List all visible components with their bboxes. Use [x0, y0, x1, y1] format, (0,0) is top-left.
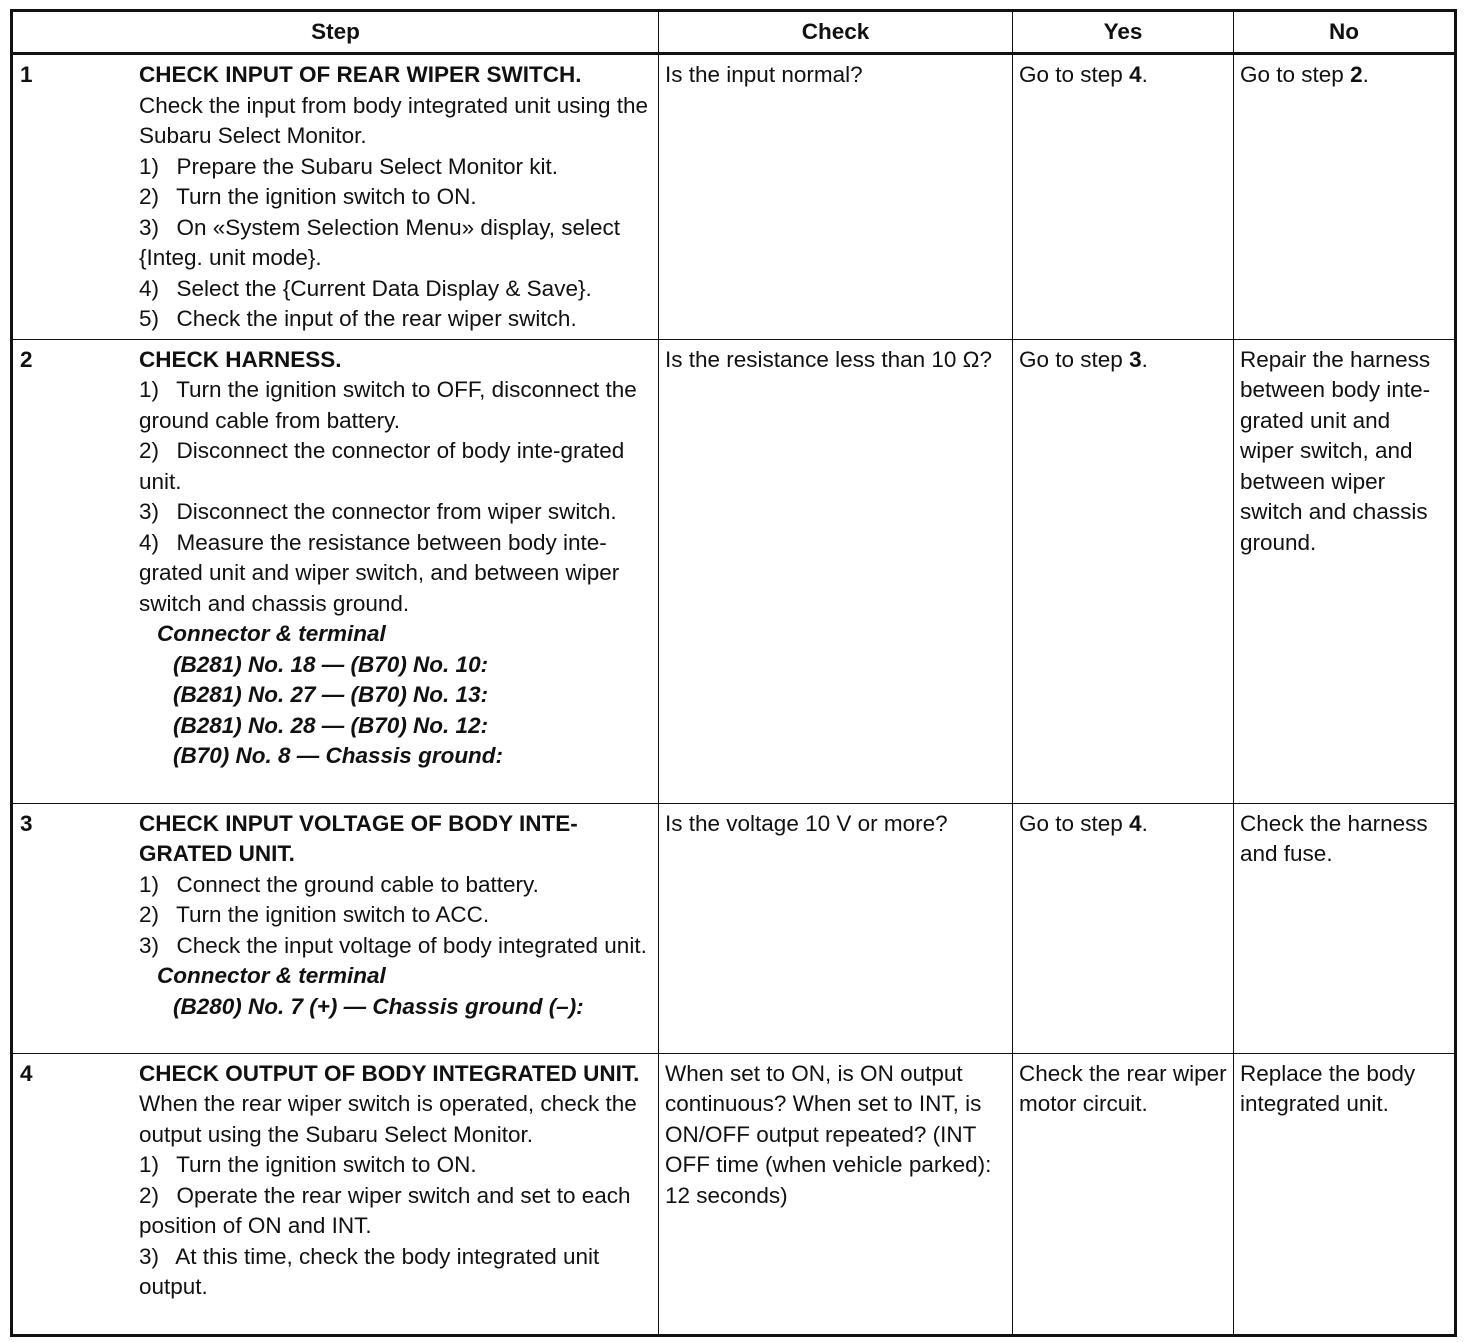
- header-no: No: [1234, 11, 1456, 54]
- yes-prefix: Go to step: [1019, 346, 1130, 372]
- step-cell: [12, 54, 659, 340]
- check-cell: [659, 54, 1013, 340]
- connector-terminal-line: (B281) No. 27 — (B70) No. 13:: [173, 682, 489, 707]
- step-item: 3) Disconnect the connector from wiper switch.: [139, 499, 617, 524]
- step-title: CHECK HARNESS.: [139, 346, 342, 372]
- check-cell: [659, 1053, 1013, 1335]
- check-text: When set to ON, is ON output continuous? When set to INT, is ON/OFF output repeated? (INT OFF time (when vehicle parked): 12 seconds): [665, 1060, 992, 1208]
- step-intro: Check the input from body integrated unit using the Subaru Select Monitor.: [139, 92, 649, 148]
- step-title: CHECK INPUT OF REAR WIPER SWITCH.: [139, 62, 582, 87]
- connector-terminal-line: (B70) No. 8 — Chassis ground:: [173, 743, 504, 768]
- check-text: Is the input normal?: [665, 62, 863, 87]
- check-cell: [659, 339, 1013, 803]
- yes-cell: [1013, 54, 1234, 340]
- yes-cell: [1013, 339, 1234, 803]
- yes-step-number: 3: [1129, 346, 1142, 372]
- step-cell: [12, 1053, 659, 1335]
- check-text: Is the resistance less than 10 Ω?: [665, 346, 992, 372]
- yes-suffix: .: [1141, 62, 1148, 87]
- step-item: 2) Disconnect the connector of body inte-grated unit.: [139, 438, 625, 494]
- yes-prefix: Go to step: [1019, 810, 1130, 836]
- no-step-number: 2: [1350, 62, 1363, 87]
- no-cell: [1234, 803, 1456, 1053]
- yes-suffix: .: [1141, 810, 1148, 836]
- step-item: 3) Check the input voltage of body integrated unit.: [139, 932, 647, 958]
- yes-prefix: Go to step: [1019, 62, 1130, 87]
- step-title: CHECK OUTPUT OF BODY INTEGRATED UNIT.: [139, 1060, 640, 1086]
- step-item: 1) Turn the ignition switch to ON.: [139, 1152, 477, 1177]
- connector-terminal-line: (B281) No. 28 — (B70) No. 12:: [173, 712, 489, 738]
- step-item: 4) Select the {Current Data Display & Save}.: [139, 275, 592, 301]
- step-cell: [12, 803, 659, 1053]
- no-cell: [1234, 54, 1456, 340]
- step-item: 1) Prepare the Subaru Select Monitor kit.: [139, 153, 558, 179]
- yes-suffix: .: [1141, 346, 1148, 372]
- connector-terminal-label: Connector & terminal: [157, 963, 386, 988]
- table-row: [12, 1053, 1456, 1335]
- step-item: 1) Turn the ignition switch to OFF, disconnect the ground cable from battery.: [139, 377, 637, 433]
- step-title: CHECK INPUT VOLTAGE OF BODY INTE-GRATED UNIT.: [139, 810, 578, 866]
- step-number: 3: [20, 810, 33, 836]
- connector-terminal-line: (B280) No. 7 (+) — Chassis ground (–):: [173, 993, 584, 1019]
- no-cell: [1234, 1053, 1456, 1335]
- step-item: 3) On «System Selection Menu» display, select {Integ. unit mode}.: [139, 214, 621, 270]
- yes-step-number: 4: [1129, 810, 1142, 836]
- check-cell: [659, 803, 1013, 1053]
- step-number: 2: [20, 346, 33, 372]
- step-item: 4) Measure the resistance between body inte-grated unit and wiper switch, and between wiper switch and chassis ground.: [139, 529, 620, 616]
- header-check: Check: [659, 11, 1013, 54]
- step-item: 5) Check the input of the rear wiper switch.: [139, 306, 577, 331]
- yes-step-number: 4: [1129, 62, 1142, 87]
- step-number: 4: [20, 1060, 33, 1086]
- header-step: Step: [12, 11, 659, 54]
- no-text: Replace the body integrated unit.: [1240, 1060, 1416, 1116]
- no-prefix: Go to step: [1240, 62, 1351, 87]
- diagnostic-table: [10, 9, 1457, 1337]
- step-item: 3) At this time, check the body integrated unit output.: [139, 1243, 600, 1299]
- no-suffix: .: [1362, 62, 1369, 87]
- yes-cell: [1013, 1053, 1234, 1335]
- step-item: 1) Connect the ground cable to battery.: [139, 871, 539, 897]
- yes-text: Check the rear wiper motor circuit.: [1019, 1060, 1227, 1116]
- table-row: [12, 339, 1456, 803]
- connector-terminal-line: (B281) No. 18 — (B70) No. 10:: [173, 651, 489, 677]
- step-item: 2) Turn the ignition switch to ON.: [139, 184, 477, 209]
- check-text: Is the voltage 10 V or more?: [665, 810, 948, 836]
- header-yes: Yes: [1013, 11, 1234, 54]
- header-row: [12, 11, 1456, 54]
- yes-cell: [1013, 803, 1234, 1053]
- no-text: Repair the harness between body inte-grated unit and wiper switch, and between wiper switch and chassis ground.: [1240, 346, 1431, 555]
- step-intro: When the rear wiper switch is operated, check the output using the Subaru Select Monitor.: [139, 1091, 637, 1147]
- table-row: [12, 54, 1456, 340]
- table-row: [12, 803, 1456, 1053]
- step-number: 1: [20, 62, 33, 87]
- no-text: Check the harness and fuse.: [1240, 810, 1428, 866]
- step-item: 2) Turn the ignition switch to ACC.: [139, 902, 490, 927]
- step-item: 2) Operate the rear wiper switch and set to each position of ON and INT.: [139, 1182, 631, 1238]
- no-cell: [1234, 339, 1456, 803]
- step-cell: [12, 339, 659, 803]
- connector-terminal-label: Connector & terminal: [157, 621, 386, 646]
